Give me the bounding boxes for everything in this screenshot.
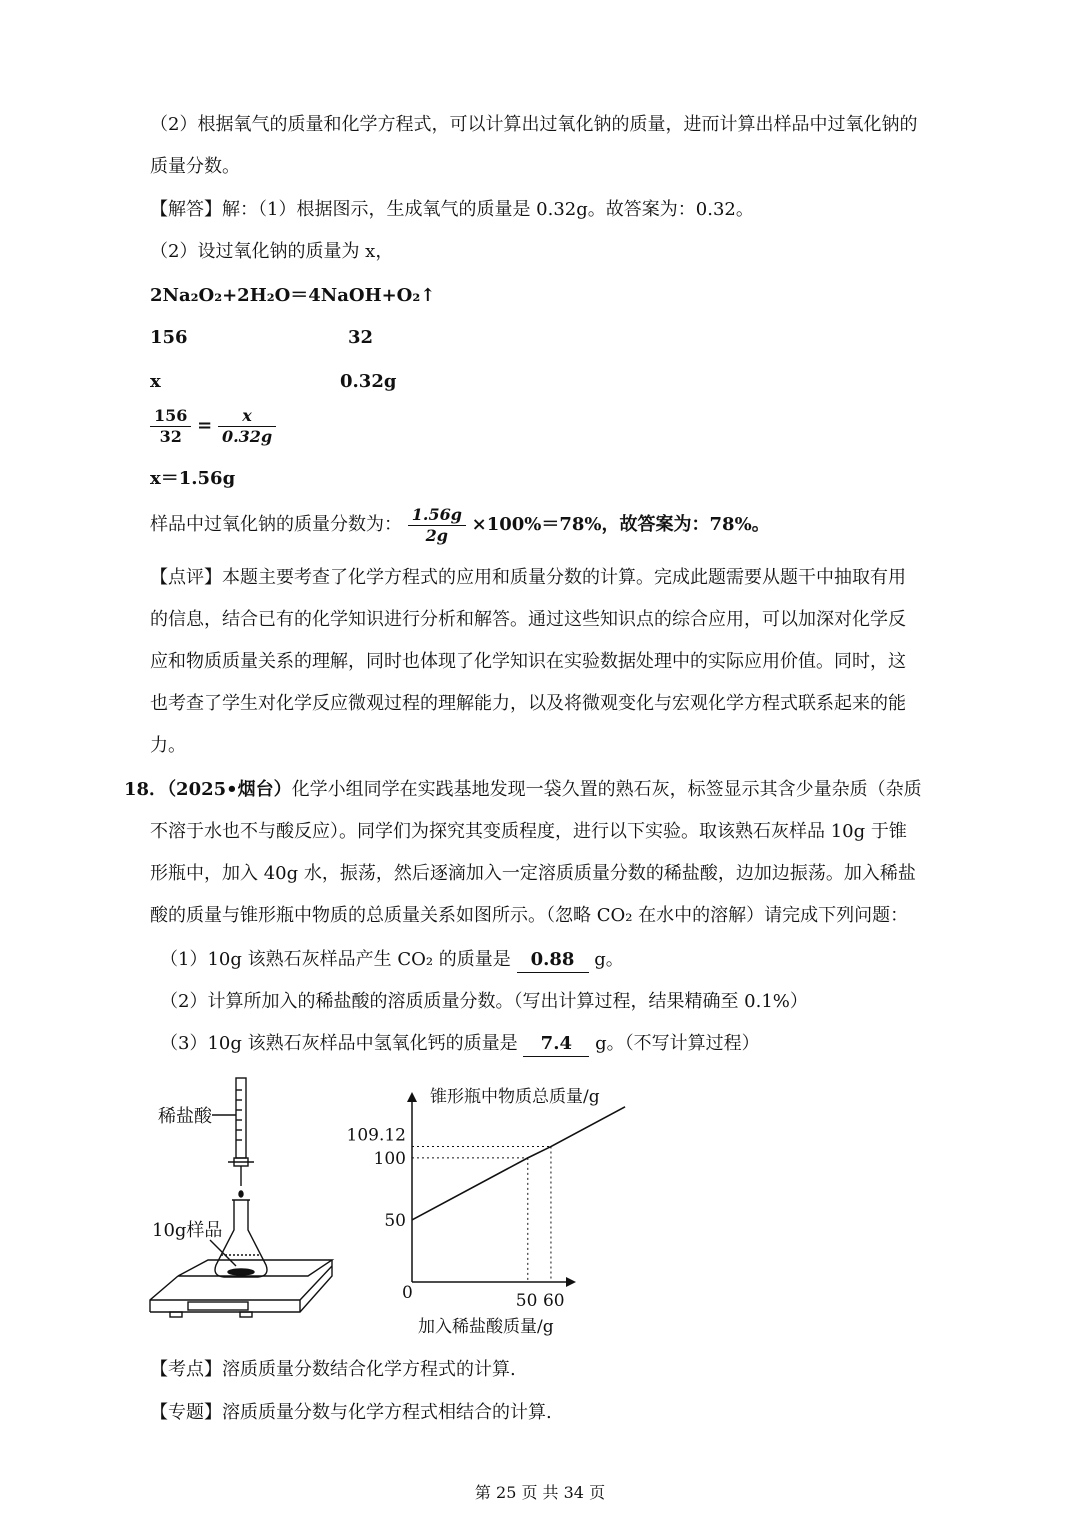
sample-label: 10g样品	[152, 1220, 223, 1241]
q1-answer-blank: 0.88	[517, 948, 589, 973]
answer-line1-text: 解：（1）根据图示，生成氧气的质量是 0.32g。故答案为：0.32。	[222, 199, 754, 220]
fraction-x-032g	[218, 406, 276, 447]
review-label: 【点评】	[150, 567, 222, 588]
zhuanti-line	[150, 1401, 552, 1425]
review-line3: 应和物质质量关系的理解，同时也体现了化学知识在实验数据处理中的实际应用价值。同时，这	[150, 651, 906, 672]
answer-label: 【解答】	[150, 199, 222, 220]
fraction-156g-2g	[408, 505, 466, 546]
ratio-row1-left: 156	[150, 327, 188, 348]
ratio-row2-left: x	[150, 371, 161, 392]
mass-fraction-prefix: 样品中过氧化钠的质量分数为：	[150, 514, 402, 535]
question18-line2: 不溶于水也不与酸反应）。同学们为探究其变质程度，进行以下实验。取该熟石灰样品 10g 于锥	[150, 821, 907, 842]
question18-q3	[160, 1032, 760, 1057]
x-tick-label-60: 60	[542, 1291, 565, 1311]
y-axis-label: 锥形瓶中物质总质量/g	[430, 1087, 600, 1107]
review-text: 本题主要考查了化学方程式的应用和质量分数的计算。完成此题需要从题干中抽取有用	[222, 567, 906, 588]
fraction-156-32	[150, 406, 191, 447]
acid-label: 稀盐酸	[158, 1106, 212, 1127]
series-line-0	[412, 1107, 625, 1220]
y-tick-label-109.12: 109.12	[346, 1125, 406, 1146]
y-tick-label-50: 50	[384, 1210, 406, 1231]
question18-q1	[160, 948, 624, 973]
y-axis-arrow	[407, 1092, 417, 1102]
review-line1	[150, 566, 906, 590]
q3-answer-blank: 7.4	[523, 1032, 589, 1057]
x-axis-label: 加入稀盐酸质量/g	[418, 1317, 554, 1337]
question-text: 化学小组同学在实践基地发现一袋久置的熟石灰，标签显示其含少量杂质（杂质	[291, 779, 922, 800]
kaodian-line	[150, 1358, 516, 1382]
analysis-part2-line2: 质量分数。	[150, 156, 240, 177]
kaodian-label: 【考点】	[150, 1359, 222, 1380]
kaodian-text: 溶质质量分数结合化学方程式的计算.	[222, 1359, 516, 1380]
ratio-row1-right: 32	[348, 327, 374, 348]
review-line2: 的信息，结合已有的化学知识进行分析和解答。通过这些知识点的综合应用，可以加深对化学反	[150, 609, 906, 630]
origin-label: 0	[402, 1283, 413, 1303]
question18-line4: 酸的质量与锥形瓶中物质的总质量关系如图所示。（忽略 CO₂ 在水中的溶解）请完成下列问题：	[150, 905, 909, 926]
x-tick-label-50: 50	[515, 1291, 538, 1311]
mass-chart	[340, 1070, 640, 1340]
page-footer: 第 25 页 共 34 页	[474, 1483, 606, 1502]
analysis-part2-line1: （2）根据氧气的质量和化学方程式，可以计算出过氧化钠的质量，进而计算出样品中过氧化钠的	[150, 114, 918, 135]
fraction-numerator: 156	[150, 406, 191, 427]
question18-line1	[124, 778, 922, 802]
fraction-denominator: 2g	[425, 525, 448, 545]
review-line5: 力。	[150, 735, 186, 756]
q1-prefix: （1）10g 该熟石灰样品产生 CO₂ 的质量是	[160, 949, 511, 970]
q3-suffix: g。（不写计算过程）	[595, 1033, 760, 1054]
fraction-denominator: 32	[159, 426, 182, 446]
q3-prefix: （3）10g 该熟石灰样品中氢氧化钙的质量是	[160, 1033, 518, 1054]
mass-fraction-suffix: ×100%＝78%，故答案为：78%。	[471, 514, 770, 535]
answer-line2: （2）设过氧化钠的质量为 x，	[150, 241, 394, 262]
review-line4: 也考查了学生对化学反应微观过程的理解能力，以及将微观变化与宏观化学方程式联系起来的能	[150, 693, 906, 714]
fraction-numerator: x	[218, 406, 276, 427]
result-line: x＝1.56g	[150, 468, 236, 489]
zhuanti-text: 溶质质量分数与化学方程式相结合的计算.	[222, 1402, 552, 1423]
fraction-denominator: 0.32g	[221, 426, 273, 446]
ratio-row2-right: 0.32g	[340, 371, 397, 392]
proportion-equation: $\frac{156}{32}$ = $\frac{x}{0.32g}$	[150, 404, 276, 448]
chemical-equation: 2Na₂O₂+2H₂O＝4NaOH+O₂↑	[150, 285, 436, 306]
question-number: 18．	[124, 779, 168, 800]
q1-suffix: g。	[594, 949, 624, 970]
question18-q2: （2）计算所加入的稀盐酸的溶质质量分数。（写出计算过程，结果精确至 0.1%）	[160, 991, 808, 1012]
question-source: （2025•烟台）	[167, 779, 292, 800]
zhuanti-label: 【专题】	[150, 1402, 222, 1423]
question18-line3: 形瓶中，加入 40g 水，振荡，然后逐滴加入一定溶质质量分数的稀盐酸，边加边振荡。加入稀盐	[150, 863, 916, 884]
answer-line1	[150, 198, 754, 222]
fraction-numerator: 1.56g	[408, 505, 466, 526]
y-tick-label-100: 100	[373, 1148, 406, 1169]
mass-fraction-line	[150, 502, 770, 548]
x-axis-arrow	[566, 1277, 576, 1287]
